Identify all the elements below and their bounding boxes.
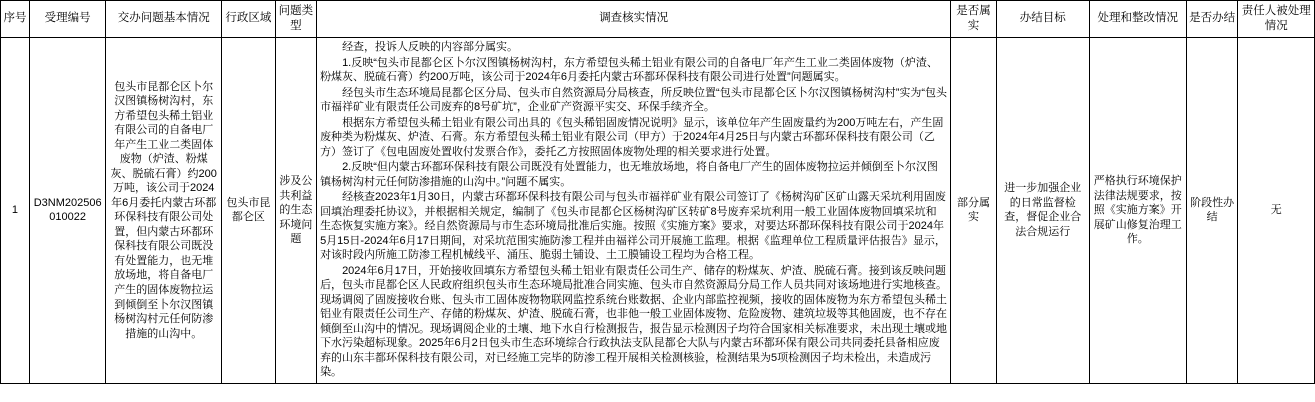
cell-seq: 1 (1, 38, 30, 384)
header-detail: 调查核实情况 (317, 1, 951, 38)
table-header-row (1, 1, 1315, 38)
cell-istrue: 部分属实 (951, 38, 996, 384)
detail-paragraph-list (320, 40, 947, 380)
detail-paragraph: 1.反映“包头市昆都仑区卜尔汉图镇杨树沟村，东方希望包头稀土铝业有限公司的自备电厂年产生工业二类固体废物（炉渣、粉煤灰、脱硫石膏）约200万吨，该公司于2024年6月委托内蒙古环都环保科技有限公司进行处置”问题属实。 (320, 56, 938, 84)
cell-fix: 严格执行环境保护法律法规要求，按照《实施方案》开展矿山修复治理工作。 (1089, 38, 1186, 384)
cell-region: 包头市昆都仑区 (222, 38, 276, 384)
header-istrue: 是否属实 (951, 1, 996, 38)
detail-paragraph: 经查，投诉人反映的内容部分属实。 (342, 41, 519, 53)
header-basic: 交办问题基本情况 (106, 1, 222, 38)
detail-paragraph: 2024年6月17日，开始接收回填东方希望包头稀土铝业有限责任公司生产、储存的粉煤灰、炉渣、脱硫石膏。接到该反映问题后，包头市昆都仑区人民政府组织包头市生态环境局批准合同实施、包头市自然资源局分局工作人员共同对该场地进行实地核查。现场调阅了固废接收台账、包头市工固体废物物联网监控系统台账数据、企业内部监控视频，接收的固体废物为东方希望包头稀土铝业有限责任公司生产、存储的粉煤灰、炉渣、脱硫石膏，也非他一般工业固体废物、危险废物、建筑垃圾等其他固废，也不存在倾倒至山沟中的情况。现场调阅企业的土壤、地下水自行检测报告，报告显示检测因子均符合国家相关标准要求，未出现土壤或地下水污染超标现象。2025年6月2日包头市生态环境综合行政执法支队昆都仑大队与内蒙古环都环保有限公司共同委托县备相应废弃的山东丰都环保科技有限公司，对已经施工完毕的防渗工程开展相关检测核验，检测结果为5项检测因子均未检出，未造成污染。 (320, 264, 948, 379)
header-goal: 办结目标 (996, 1, 1089, 38)
cell-goal: 进一步加强企业的日常监督检查，督促企业合法合规运行 (996, 38, 1089, 384)
cell-code: D3NM202506010022 (29, 38, 105, 384)
header-type: 问题类型 (275, 1, 316, 38)
header-region: 行政区域 (222, 1, 276, 38)
detail-paragraph: 2.反映“但内蒙古环都环保科技有限公司既没有处置能力，也无堆放场地，将自备电厂产生的固体废物拉运并倾倒至卜尔汉图镇杨树沟村元任何防渗措施的山沟中。”问题不属实。 (320, 161, 938, 188)
detail-paragraph: 根据东方希望包头稀土铝业有限公司出具的《包头稀铝固废情况说明》显示，该单位年产生固废量约为200万吨左右，产生固废种类为粉煤灰、炉渣、石膏。东方希望包头稀土铝业有限公司（甲方）于2024年4月25日与内蒙古环都环保科技有限公司（乙方）签订了《包电固废处置收付发票合作》，委托乙方按照固体废物处理的相关要求进行处置。 (320, 116, 944, 158)
header-resp: 责任人被处理情况 (1238, 1, 1315, 38)
header-fix: 处理和整改情况 (1089, 1, 1186, 38)
header-isdone: 是否办结 (1186, 1, 1238, 38)
header-code: 受理编号 (29, 1, 105, 38)
header-seq: 序号 (1, 1, 30, 38)
cell-type: 涉及公共利益的生态环境问题 (275, 38, 316, 384)
cell-basic: 包头市昆都仑区卜尔汉图镇杨树沟村，东方希望包头稀土铝业有限公司的自备电厂年产生工业二类固体废物（炉渣、粉煤灰、脱硫石膏）约200万吨，该公司于2024年6月委托内蒙古环都环保科技有限公司处置，但内蒙古环都环保科技有限公司既没有处置能力，也无堆放场地，将自备电厂产生的固体废物拉运到倾倒至卜尔汉图镇杨树沟村元任何防渗措施的山沟中。 (106, 38, 222, 384)
cell-resp: 无 (1238, 38, 1315, 384)
detail-paragraph: 经包头市生态环境局昆都仑区分局、包头市自然资源局分局核查，所反映位置“包头市昆都仑区卜尔汉图镇杨树沟村”实为“包头市福祥矿业有限责任公司废弃的8号矿坑”，企业矿产资源平实交、环保手续齐全。 (320, 86, 948, 114)
detail-paragraph: 经核查2023年1月30日，内蒙古环都环保科技有限公司与包头市福祥矿业有限公司签订了《杨树沟矿区矿山露天采坑利用固废回填治理委托协议》，并根据相关规定，编制了《包头市昆都仑区杨树沟矿区转矿8号废弃采坑利用一般工业固体废物回填采坑和生态恢复实施方案》。经自然资源局与市生态环境局批准后实施。按照《实施方案》要求，对要达环都环保科技有限公司于2024年5月15日-2024年6月17日期间，对采坑范围实施防渗工程并由福祥公司开展施工监理。根据《监理单位工程质量评估报告》显示，对该时段内所施工防渗工程机械线平、涌压、脆弱土铺设、土工膜铺设工程均为合格工程。 (320, 191, 946, 262)
table-row (1, 38, 1315, 384)
cell-detail (317, 38, 951, 384)
cell-isdone: 阶段性办结 (1186, 38, 1238, 384)
